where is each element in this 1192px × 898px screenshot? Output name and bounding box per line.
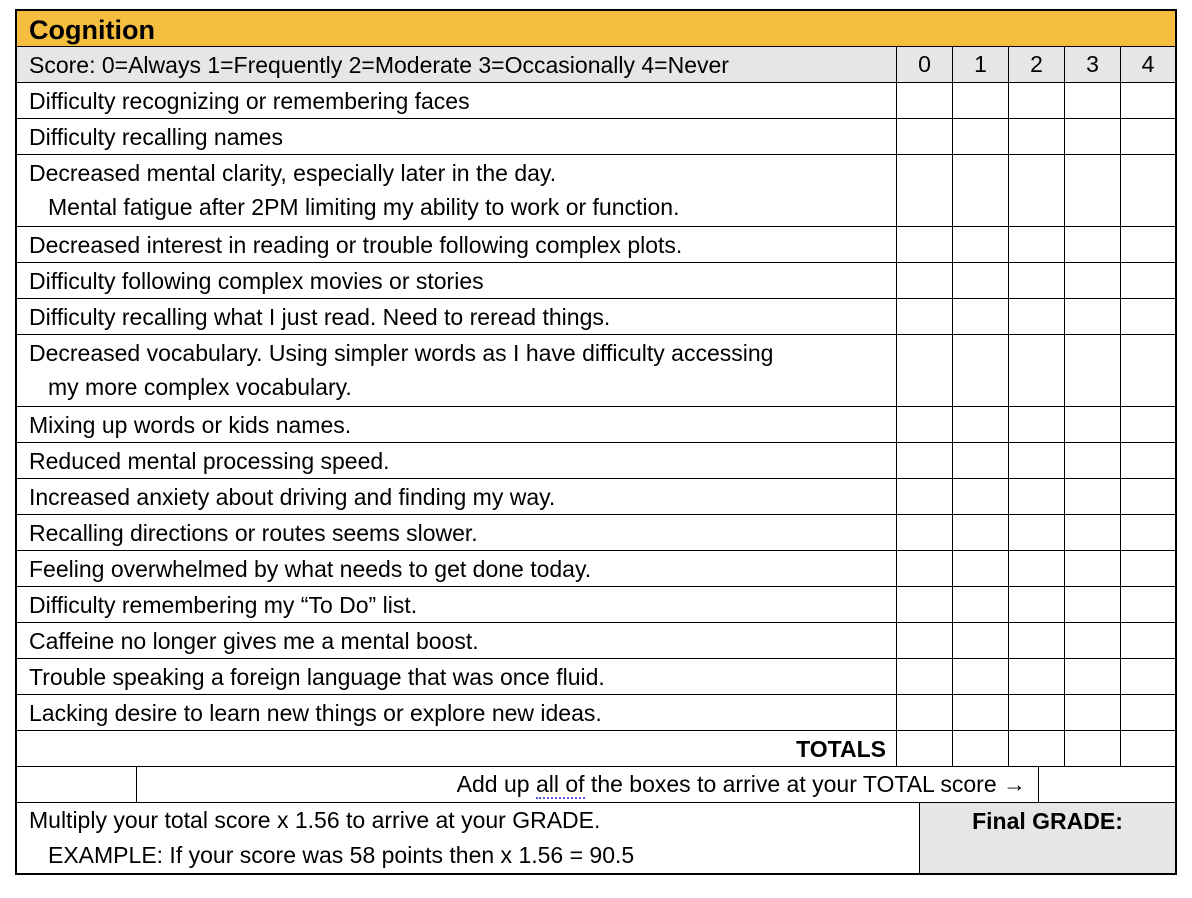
score-cell-1[interactable] — [953, 155, 1009, 226]
score-cell-0[interactable] — [897, 155, 953, 226]
score-cell-4[interactable] — [1121, 443, 1175, 478]
score-cell-2[interactable] — [1009, 335, 1065, 406]
symptom-text: Mixing up words or kids names. — [17, 407, 897, 442]
score-legend: Score: 0=Always 1=Frequently 2=Moderate 3=Occasionally 4=Never — [17, 47, 897, 82]
score-cell-4[interactable] — [1121, 119, 1175, 154]
symptom-text: Difficulty recognizing or remembering faces — [17, 83, 897, 118]
symptom-row — [17, 443, 1175, 479]
score-cell-0[interactable] — [897, 299, 953, 334]
score-cell-2[interactable] — [1009, 479, 1065, 514]
score-cell-2[interactable] — [1009, 551, 1065, 586]
score-column-0: 0 — [897, 47, 953, 82]
score-cell-4[interactable] — [1121, 587, 1175, 622]
score-cell-3[interactable] — [1065, 227, 1121, 262]
score-cell-2[interactable] — [1009, 623, 1065, 658]
score-cell-0[interactable] — [897, 443, 953, 478]
score-cell-3[interactable] — [1065, 119, 1121, 154]
symptom-row — [17, 263, 1175, 299]
score-cell-4[interactable] — [1121, 515, 1175, 550]
total-cell-2[interactable] — [1009, 731, 1065, 766]
multiply-instruction: Multiply your total score x 1.56 to arrive at your GRADE. EXAMPLE: If your score was 58 points then x 1.56 = 90.5 — [17, 803, 920, 873]
score-cell-3[interactable] — [1065, 623, 1121, 658]
arrow-right-icon: → — [1003, 771, 1026, 797]
score-cell-3[interactable] — [1065, 155, 1121, 226]
score-cell-0[interactable] — [897, 479, 953, 514]
symptom-text: Trouble speaking a foreign language that was once fluid. — [17, 659, 897, 694]
score-cell-1[interactable] — [953, 83, 1009, 118]
total-cell-4[interactable] — [1121, 731, 1175, 766]
symptom-text: Reduced mental processing speed. — [17, 443, 897, 478]
symptom-row — [17, 155, 1175, 227]
totals-label: TOTALS — [17, 731, 897, 766]
score-cell-1[interactable] — [953, 263, 1009, 298]
score-cell-1[interactable] — [953, 335, 1009, 406]
symptom-text: Caffeine no longer gives me a mental boost. — [17, 623, 897, 658]
symptom-text: Difficulty following complex movies or stories — [17, 263, 897, 298]
score-cell-4[interactable] — [1121, 695, 1175, 730]
score-cell-4[interactable] — [1121, 479, 1175, 514]
score-cell-0[interactable] — [897, 407, 953, 442]
score-cell-0[interactable] — [897, 695, 953, 730]
grade-row — [17, 803, 1175, 873]
symptom-text: Decreased vocabulary. Using simpler words as I have difficulty accessing my more complex vocabulary. — [17, 335, 897, 406]
total-cell-1[interactable] — [953, 731, 1009, 766]
score-cell-0[interactable] — [897, 263, 953, 298]
symptom-row — [17, 335, 1175, 407]
score-cell-1[interactable] — [953, 407, 1009, 442]
score-cell-3[interactable] — [1065, 407, 1121, 442]
score-cell-0[interactable] — [897, 587, 953, 622]
symptom-row — [17, 119, 1175, 155]
symptom-row — [17, 623, 1175, 659]
score-cell-3[interactable] — [1065, 551, 1121, 586]
score-cell-2[interactable] — [1009, 155, 1065, 226]
score-cell-3[interactable] — [1065, 659, 1121, 694]
score-cell-1[interactable] — [953, 551, 1009, 586]
score-column-2: 2 — [1009, 47, 1065, 82]
score-cell-4[interactable] — [1121, 551, 1175, 586]
symptom-text: Recalling directions or routes seems slower. — [17, 515, 897, 550]
score-cell-2[interactable] — [1009, 83, 1065, 118]
score-cell-1[interactable] — [953, 119, 1009, 154]
score-cell-0[interactable] — [897, 119, 953, 154]
score-cell-4[interactable] — [1121, 299, 1175, 334]
symptom-text: Decreased mental clarity, especially later in the day. Mental fatigue after 2PM limiting my ability to work or function. — [17, 155, 897, 226]
totals-row — [17, 731, 1175, 767]
symptom-row — [17, 587, 1175, 623]
total-score-cell[interactable] — [1039, 767, 1175, 802]
score-cell-4[interactable] — [1121, 263, 1175, 298]
section-title: Cognition — [17, 11, 1175, 47]
score-cell-4[interactable] — [1121, 623, 1175, 658]
score-cell-4[interactable] — [1121, 155, 1175, 226]
symptom-row — [17, 695, 1175, 731]
add-up-blank-cell — [17, 767, 137, 802]
add-up-instruction: Add up all of the boxes to arrive at your TOTAL score → — [137, 767, 1039, 802]
score-cell-2[interactable] — [1009, 659, 1065, 694]
score-cell-1[interactable] — [953, 479, 1009, 514]
score-column-3: 3 — [1065, 47, 1121, 82]
score-cell-4[interactable] — [1121, 407, 1175, 442]
score-cell-1[interactable] — [953, 443, 1009, 478]
symptom-row — [17, 479, 1175, 515]
score-cell-2[interactable] — [1009, 407, 1065, 442]
add-up-row — [17, 767, 1175, 803]
symptom-text: Increased anxiety about driving and finding my way. — [17, 479, 897, 514]
score-cell-3[interactable] — [1065, 515, 1121, 550]
score-cell-4[interactable] — [1121, 227, 1175, 262]
symptom-row — [17, 83, 1175, 119]
score-cell-4[interactable] — [1121, 335, 1175, 406]
score-cell-2[interactable] — [1009, 299, 1065, 334]
score-cell-1[interactable] — [953, 695, 1009, 730]
symptom-row — [17, 407, 1175, 443]
cognition-worksheet — [15, 9, 1177, 875]
symptom-text: Difficulty recalling what I just read. Need to reread things. — [17, 299, 897, 334]
score-cell-2[interactable] — [1009, 443, 1065, 478]
symptom-text: Difficulty recalling names — [17, 119, 897, 154]
score-cell-0[interactable] — [897, 623, 953, 658]
score-cell-3[interactable] — [1065, 695, 1121, 730]
symptom-list — [17, 83, 1175, 731]
score-cell-1[interactable] — [953, 587, 1009, 622]
score-cell-0[interactable] — [897, 659, 953, 694]
total-cell-0[interactable] — [897, 731, 953, 766]
final-grade-box[interactable]: Final GRADE: — [920, 803, 1175, 873]
score-cell-3[interactable] — [1065, 587, 1121, 622]
total-cell-3[interactable] — [1065, 731, 1121, 766]
score-cell-1[interactable] — [953, 623, 1009, 658]
score-cell-1[interactable] — [953, 299, 1009, 334]
score-cell-4[interactable] — [1121, 83, 1175, 118]
score-cell-3[interactable] — [1065, 263, 1121, 298]
score-cell-3[interactable] — [1065, 335, 1121, 406]
score-cell-3[interactable] — [1065, 479, 1121, 514]
score-column-4: 4 — [1141, 51, 1155, 77]
score-cell-2[interactable] — [1009, 587, 1065, 622]
score-column-1: 1 — [953, 47, 1009, 82]
symptom-text: Lacking desire to learn new things or explore new ideas. — [17, 695, 897, 730]
symptom-text: Feeling overwhelmed by what needs to get done today. — [17, 551, 897, 586]
score-cell-0[interactable] — [897, 83, 953, 118]
symptom-row — [17, 227, 1175, 263]
symptom-row — [17, 551, 1175, 587]
score-cell-1[interactable] — [953, 659, 1009, 694]
score-cell-2[interactable] — [1009, 119, 1065, 154]
symptom-text: Decreased interest in reading or trouble following complex plots. — [17, 227, 897, 262]
score-cell-0[interactable] — [897, 227, 953, 262]
score-cell-3[interactable] — [1065, 299, 1121, 334]
symptom-row — [17, 515, 1175, 551]
symptom-row — [17, 299, 1175, 335]
symptom-text: Difficulty remembering my “To Do” list. — [17, 587, 897, 622]
symptom-row — [17, 659, 1175, 695]
score-cell-2[interactable] — [1009, 227, 1065, 262]
score-cell-4[interactable] — [1121, 659, 1175, 694]
score-cell-2[interactable] — [1009, 263, 1065, 298]
score-cell-0[interactable] — [897, 551, 953, 586]
score-cell-2[interactable] — [1009, 695, 1065, 730]
score-cell-1[interactable] — [953, 227, 1009, 262]
score-cell-3[interactable] — [1065, 83, 1121, 118]
score-cell-0[interactable] — [897, 515, 953, 550]
score-cell-2[interactable] — [1009, 515, 1065, 550]
score-cell-3[interactable] — [1065, 443, 1121, 478]
score-cell-1[interactable] — [953, 515, 1009, 550]
score-cell-0[interactable] — [897, 335, 953, 406]
spellcheck-underline: all of — [535, 771, 585, 797]
score-legend-row — [17, 47, 1175, 83]
